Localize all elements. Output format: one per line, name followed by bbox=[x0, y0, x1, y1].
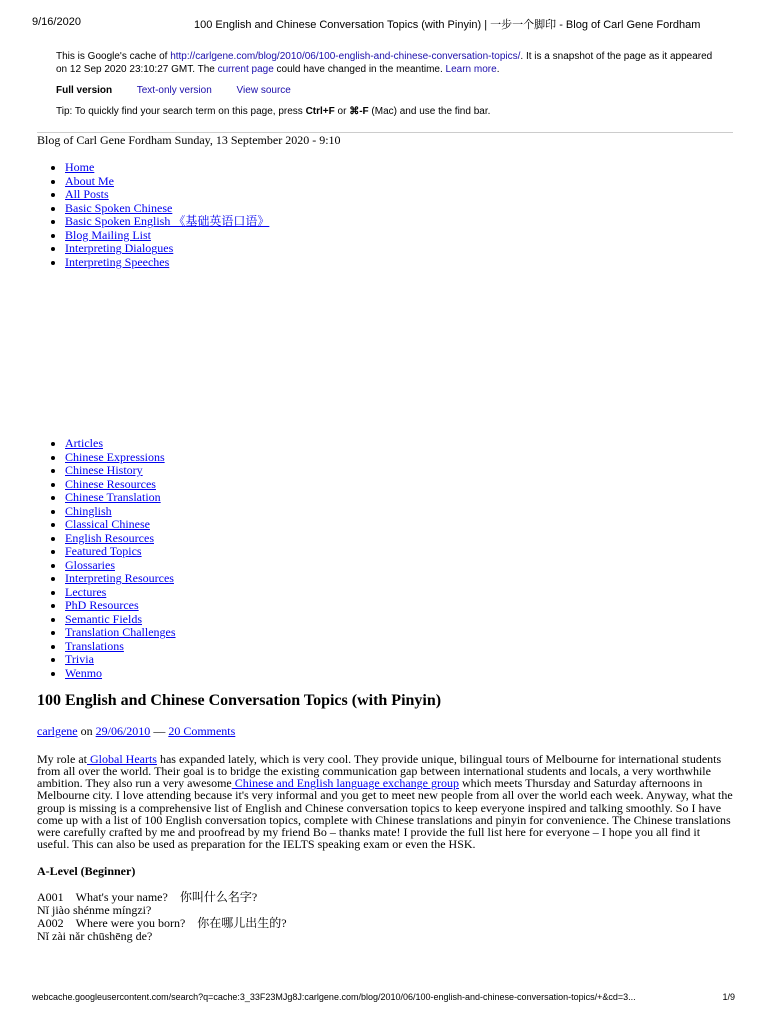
nav-link-interpreting-dialogues[interactable]: Interpreting Dialogues bbox=[65, 241, 174, 256]
tip-suffix: (Mac) and use the find bar. bbox=[368, 106, 491, 117]
current-page-link[interactable]: current page bbox=[217, 64, 274, 75]
category-link-chinese-expressions[interactable]: Chinese Expressions bbox=[65, 449, 165, 464]
post-body bbox=[37, 753, 733, 851]
category-link-trivia[interactable]: Trivia bbox=[65, 652, 94, 667]
google-cache-notice bbox=[56, 50, 716, 118]
nav-link-basic-spoken-english[interactable]: Basic Spoken English 《基础英语口语》 bbox=[65, 214, 270, 229]
cache-version-links bbox=[56, 84, 716, 97]
nav-item-all-posts bbox=[65, 188, 733, 202]
topic-item bbox=[37, 917, 733, 943]
page-content bbox=[37, 134, 733, 943]
category-link-articles[interactable]: Articles bbox=[65, 436, 103, 451]
category-list bbox=[37, 437, 733, 680]
tip-cmd-f: ⌘-F bbox=[349, 106, 369, 117]
category-item-glossaries bbox=[65, 559, 733, 573]
body-part-1: My role at bbox=[37, 751, 87, 766]
topic-chinese: 你在哪儿出生的? bbox=[197, 916, 287, 931]
category-item-english-resources bbox=[65, 532, 733, 546]
category-item-chinese-expressions bbox=[65, 451, 733, 465]
full-version-label: Full version bbox=[56, 85, 113, 96]
category-item-featured-topics bbox=[65, 545, 733, 559]
nav-item-basic-spoken-english bbox=[65, 215, 733, 229]
category-link-translations[interactable]: Translations bbox=[65, 638, 124, 653]
nav-link-interpreting-speeches[interactable]: Interpreting Speeches bbox=[65, 254, 170, 269]
post-date-link[interactable]: 29/06/2010 bbox=[95, 724, 151, 739]
category-item-trivia bbox=[65, 653, 733, 667]
byline-on: on bbox=[77, 724, 96, 739]
body-part-3: which meets Thursday and Saturday afternoons in Melbourne city. I love attending because it's very informal and you get to meet new people from all over the world each week. Anyway, what the group is missing is a comprehensive list of English and Chinese conversation topics to keep everyone inspired and talking smoothly. So I have come up with a list of 100 English conversation topics, complete with Chinese translations and pinyin for convenience. The Chinese translations were carefully crafted by me and proofread by my friend Bo – thanks mate! I provide the full list here for everyone – I hope you all find it useful. This can also be used as preparation for the IELTS speaking exam or even the HSK. bbox=[37, 776, 733, 852]
category-link-wenmo[interactable]: Wenmo bbox=[65, 665, 103, 680]
cache-period: . bbox=[496, 64, 500, 75]
category-item-chinese-resources bbox=[65, 478, 733, 492]
tip-ctrl-f: Ctrl+F bbox=[305, 106, 335, 117]
category-link-lectures[interactable]: Lectures bbox=[65, 584, 107, 599]
topic-code: A002 bbox=[37, 916, 64, 931]
tip-prefix: Tip: To quickly find your search term on this page, press bbox=[56, 106, 306, 117]
category-link-phd-resources[interactable]: PhD Resources bbox=[65, 598, 139, 613]
author-link[interactable]: carlgene bbox=[37, 724, 78, 739]
category-item-chinglish bbox=[65, 505, 733, 519]
category-item-chinese-history bbox=[65, 464, 733, 478]
footer-url: webcache.googleusercontent.com/search?q=cache:3_33F23MJg8J:carlgene.com/blog/2010/06/100-english-and-chinese-conversation-topics/+&cd=3... bbox=[32, 992, 636, 1002]
cache-notice-text bbox=[56, 50, 716, 76]
post-title: 100 English and Chinese Conversation Topics (with Pinyin) bbox=[37, 692, 442, 710]
language-exchange-link[interactable]: Chinese and English language exchange group bbox=[231, 776, 460, 791]
comments-link[interactable]: 20 Comments bbox=[168, 724, 236, 739]
category-item-phd-resources bbox=[65, 599, 733, 613]
print-date: 9/16/2020 bbox=[32, 16, 81, 28]
nav-item-home bbox=[65, 161, 733, 175]
nav-link-basic-spoken-chinese[interactable]: Basic Spoken Chinese bbox=[65, 200, 173, 215]
cached-url-link[interactable]: http://carlgene.com/blog/2010/06/100-english-and-chinese-conversation-topics/ bbox=[170, 51, 521, 62]
body-part-2: has expanded lately, which is very cool. They provide unique, bilingual tours of Melbourne for international students from all over the world. Their goal is to bridge the existing communication gap between international students and locals, a very worthwhile ambition. They also run a very awesome bbox=[37, 751, 722, 791]
topic-english: What's your name? bbox=[75, 890, 168, 905]
learn-more-link[interactable]: Learn more bbox=[445, 64, 497, 75]
category-link-interpreting-resources[interactable]: Interpreting Resources bbox=[65, 571, 174, 586]
category-item-translation-challenges bbox=[65, 626, 733, 640]
topic-chinese: 你叫什么名字? bbox=[179, 890, 258, 905]
category-link-glossaries[interactable]: Glossaries bbox=[65, 557, 115, 572]
tip-or: or bbox=[334, 106, 350, 117]
category-link-chinese-resources[interactable]: Chinese Resources bbox=[65, 476, 156, 491]
topic-pinyin: Nǐ jiào shénme míngzi? bbox=[37, 903, 152, 918]
category-link-chinese-history[interactable]: Chinese History bbox=[65, 463, 143, 478]
category-item-lectures bbox=[65, 586, 733, 600]
blog-name: Blog of Carl Gene Fordham bbox=[37, 133, 172, 147]
topic-pinyin: Nǐ zài nǎr chūshēng de? bbox=[37, 929, 153, 944]
category-link-chinese-translation[interactable]: Chinese Translation bbox=[65, 490, 161, 505]
global-hearts-link[interactable]: Global Hearts bbox=[87, 751, 157, 766]
nav-link-about-me[interactable]: About Me bbox=[65, 173, 114, 188]
category-link-classical-chinese[interactable]: Classical Chinese bbox=[65, 517, 150, 532]
category-item-interpreting-resources bbox=[65, 572, 733, 586]
topic-list bbox=[37, 891, 733, 943]
nav-link-blog-mailing-list[interactable]: Blog Mailing List bbox=[65, 227, 152, 242]
nav-item-interpreting-speeches bbox=[65, 256, 733, 270]
nav-link-home[interactable]: Home bbox=[65, 160, 95, 175]
category-link-featured-topics[interactable]: Featured Topics bbox=[65, 544, 142, 559]
category-link-english-resources[interactable]: English Resources bbox=[65, 530, 154, 545]
footer-page-number: 1/9 bbox=[722, 992, 735, 1002]
blog-datetime: Sunday, 13 September 2020 - 9:10 bbox=[171, 133, 341, 147]
category-link-chinglish[interactable]: Chinglish bbox=[65, 503, 112, 518]
category-item-translations bbox=[65, 640, 733, 654]
nav-link-all-posts[interactable]: All Posts bbox=[65, 187, 109, 202]
level-heading: A-Level (Beginner) bbox=[37, 864, 136, 879]
nav-item-interpreting-dialogues bbox=[65, 242, 733, 256]
main-nav bbox=[37, 161, 733, 269]
category-item-chinese-translation bbox=[65, 491, 733, 505]
cache-suffix: could have changed in the meantime. bbox=[273, 64, 446, 75]
category-link-translation-challenges[interactable]: Translation Challenges bbox=[65, 625, 176, 640]
topic-code: A001 bbox=[37, 890, 64, 905]
nav-item-about-me bbox=[65, 175, 733, 189]
nav-item-blog-mailing-list bbox=[65, 229, 733, 243]
category-item-wenmo bbox=[65, 667, 733, 681]
byline-dash: — bbox=[150, 724, 169, 739]
post-byline bbox=[37, 725, 733, 738]
text-only-version-link[interactable]: Text-only version bbox=[136, 85, 212, 96]
blog-header-line bbox=[37, 134, 733, 147]
view-source-link[interactable]: View source bbox=[236, 85, 291, 96]
cache-prefix: This is Google's cache of bbox=[56, 51, 171, 62]
category-item-classical-chinese bbox=[65, 518, 733, 532]
empty-space bbox=[37, 269, 733, 437]
topic-item bbox=[37, 891, 733, 917]
topic-english: Where were you born? bbox=[75, 916, 186, 931]
cache-middle: . It is a snapshot of the page as it appeared on 12 Sep 2020 23:10:27 GMT. The bbox=[56, 51, 713, 75]
category-link-semantic-fields[interactable]: Semantic Fields bbox=[65, 611, 142, 626]
category-item-semantic-fields bbox=[65, 613, 733, 627]
find-tip bbox=[56, 105, 716, 118]
category-item-articles bbox=[65, 437, 733, 451]
print-title: 100 English and Chinese Conversation Topics (with Pinyin) | 一步一个脚印 - Blog of Carl Gene Fordham bbox=[194, 19, 701, 31]
